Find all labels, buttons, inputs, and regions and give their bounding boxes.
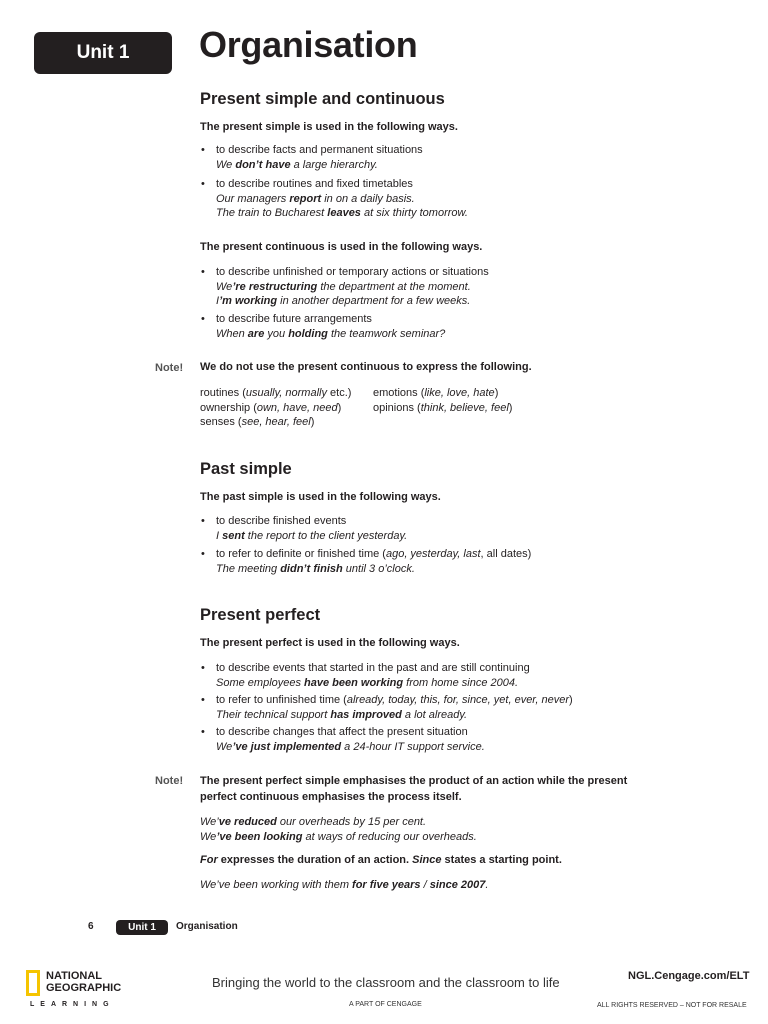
section-intro: The past simple is used in the following ways. [200,491,441,503]
unit-label: Unit 1 [76,42,130,63]
national-geographic-logo [26,970,126,1012]
example-sentence: We’ve been looking at ways of reducing our overheads. [200,830,477,843]
section-intro: The present perfect is used in the following ways. [200,637,460,649]
bullet-dot: • [201,548,205,560]
note-item: senses (see, hear, feel) [200,416,315,428]
bullet-item [201,143,423,172]
bullet-text: to describe events that started in the past and are still continuing [216,662,530,674]
section-heading-present-perfect: Present perfect [200,606,321,624]
yellow-border-icon [26,970,40,996]
unit-badge [34,32,172,74]
bullet-dot: • [201,266,205,278]
example-sentence: We’ve reduced our overheads by 15 per cent. [200,816,427,828]
page-title: Organisation [199,24,418,65]
bullet-item [201,547,531,576]
bullet-dot: • [201,662,205,674]
bullet-item [201,265,489,309]
note-item: ownership (own, have, need) [200,401,342,414]
note-columns-left [200,386,351,430]
example-sentence: Their technical support has improved a lot already. [216,708,468,721]
footer-unit-badge: Unit 1 [116,920,168,935]
bullet-dot: • [201,726,205,738]
tagline: Bringing the world to the classroom and the classroom to life [212,975,560,990]
example-sentence: We don’t have a large hierarchy. [216,158,378,171]
bullet-dot: • [201,178,205,190]
bullet-item [201,177,468,221]
section-heading-present-simple: Present simple and continuous [200,90,445,108]
note-text: We do not use the present continuous to express the following. [200,361,532,373]
note-text: The present perfect simple emphasises the product of an action while the present perfect continuous emphasises the process itself. [200,775,628,803]
bullet-text: to describe routines and fixed timetables [216,178,413,190]
example-sentence: When are you holding the teamwork seminar? [216,327,446,340]
bullet-item [201,514,407,543]
for-since-rule: For expresses the duration of an action. Since states a starting point. [200,854,562,866]
section-intro: The present simple is used in the following ways. [200,121,458,133]
bullet-item [201,661,530,690]
bullet-text: to describe finished events [216,515,347,527]
rights-text: ALL RIGHTS RESERVED – NOT FOR RESALE [597,1002,747,1009]
footer-title: Organisation [176,921,238,932]
note-columns-right [373,386,512,415]
example-block [200,815,477,844]
example-sentence: We’ve been working with them for five years / since 2007. [200,879,489,891]
bullet-dot: • [201,144,205,156]
note-item: routines (usually, normally etc.) [200,387,352,399]
cengage-text: A PART OF CENGAGE [349,1001,422,1008]
example-sentence: I sent the report to the client yesterday. [216,529,408,542]
example-sentence: The meeting didn’t finish until 3 o’clock. [216,562,415,575]
logo-line1: NATIONAL [46,970,103,982]
bullet-text: to describe changes that affect the present situation [216,726,468,738]
note-item: opinions (think, believe, feel) [373,401,513,414]
logo-line3: LEARNING [30,1001,115,1008]
page-number: 6 [88,921,94,932]
logo-line2: GEOGRAPHIC [46,982,122,994]
example-sentence: Some employees have been working from home since 2004. [216,676,519,689]
bullet-text: to describe future arrangements [216,313,372,325]
bullet-text: to refer to unfinished time (already, today, this, for, since, yet, ever, never) [216,694,573,706]
example-sentence: We’re restructuring the department at the moment. [216,280,471,293]
bullet-text: to describe unfinished or temporary actions or situations [216,266,489,278]
example-sentence: We’ve just implemented a 24-hour IT support service. [216,740,485,753]
bullet-item [201,312,445,341]
bullet-dot: • [201,515,205,527]
section-intro: The present continuous is used in the following ways. [200,241,483,253]
example-sentence: The train to Bucharest leaves at six thirty tomorrow. [216,207,468,219]
example-sentence: I’m working in another department for a few weeks. [216,295,471,307]
note-item: emotions (like, love, hate) [373,387,499,399]
bullet-text: to describe facts and permanent situations [216,144,423,156]
bullet-dot: • [201,313,205,325]
bullet-item [201,725,485,754]
section-heading-past-simple: Past simple [200,460,292,478]
bullet-text: to refer to definite or finished time (ago, yesterday, last, all dates) [216,548,532,560]
website-url: NGL.Cengage.com/ELT [628,970,750,982]
note-label: Note! [155,775,184,787]
note-label: Note! [155,362,184,374]
bullet-item [201,693,573,722]
example-sentence: Our managers report in on a daily basis. [216,192,415,205]
bullet-dot: • [201,694,205,706]
